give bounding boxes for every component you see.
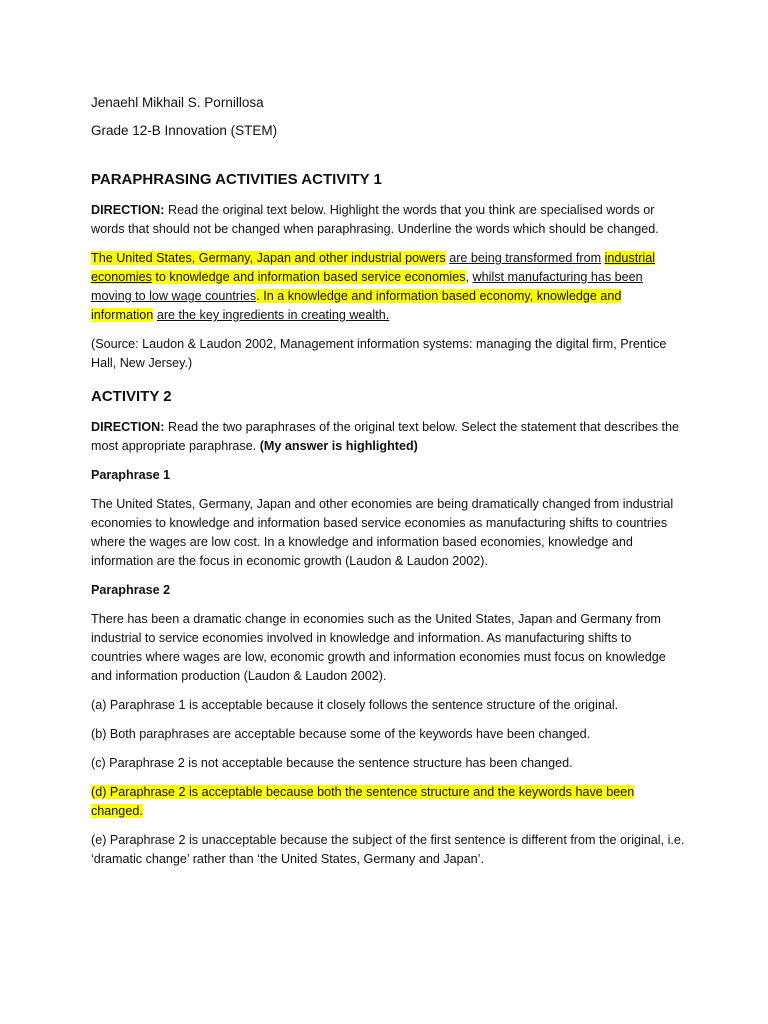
direction-text: Read the two paraphrases of the original text below. Select the statement that describes the most appropriate paraphrase.: [91, 420, 680, 453]
highlighted-underlined-segment: industrial economies: [91, 251, 655, 284]
option-c: (c) Paraphrase 2 is not acceptable because the sentence structure has been changed.: [91, 756, 573, 770]
selected-answer-highlight: (d) Paraphrase 2 is acceptable because both the sentence structure and the keywords have been changed.: [91, 785, 635, 818]
direction-label: DIRECTION:: [91, 420, 165, 434]
student-name: Jenaehl Mikhail S. Pornillosa: [91, 95, 264, 110]
paraphrase2-title: Paraphrase 2: [91, 583, 171, 597]
direction-label: DIRECTION:: [91, 203, 165, 217]
option-d-selected: [91, 783, 685, 821]
document-content: [91, 93, 685, 879]
source-citation: (Source: Laudon & Laudon 2002, Management information systems: managing the digital firm, Prentice Hall, New Jersey.): [91, 337, 667, 370]
option-b: (b) Both paraphrases are acceptable because some of the keywords have been changed.: [91, 727, 591, 741]
activity1-direction: [91, 201, 685, 239]
activity1-title: PARAPHRASING ACTIVITIES ACTIVITY 1: [91, 171, 382, 188]
underlined-segment: whilst manufacturing has been moving to low wage countries: [91, 270, 643, 303]
activity2-direction: [91, 418, 685, 456]
original-text: [91, 249, 685, 325]
student-grade: Grade 12-B Innovation (STEM): [91, 123, 278, 138]
direction-text: Read the original text below. Highlight the words that you think are specialised words or words that should not be changed when paraphrasing. Underline the words which should be changed.: [91, 203, 659, 236]
underlined-segment: are the key ingredients in creating wealth.: [156, 308, 390, 322]
plain-segment: ,: [465, 270, 473, 284]
direction-note: (My answer is highlighted): [259, 439, 418, 453]
underlined-segment: are being transformed from: [449, 251, 602, 265]
option-e: (e) Paraphrase 2 is unacceptable because the subject of the first sentence is different from the original, i.e. ‘dramatic change’ rather than ‘the United States, Germany and Japan’.: [91, 833, 685, 866]
option-a: (a) Paraphrase 1 is acceptable because it closely follows the sentence structure of the original.: [91, 698, 619, 712]
paraphrase1-text: The United States, Germany, Japan and other economies are being dramatically changed from industrial economies to knowledge and information based service economies as manufacturing shifts to countries where the wages are low cost. In a knowledge and information based economies, knowledge and information are the focus in economic growth (Laudon & Laudon 2002).: [91, 497, 674, 568]
highlighted-segment: . In a knowledge and information based economy, knowledge and information: [91, 289, 622, 322]
paraphrase2-text: There has been a dramatic change in economies such as the United States, Japan and Germany from industrial to service economies involved in knowledge and information. As manufacturing shifts to countries where wages are low, economic growth and information economies must focus on knowledge and information production (Laudon & Laudon 2002).: [91, 612, 666, 683]
highlighted-segment: to knowledge and information based service economies: [151, 270, 466, 284]
highlighted-segment: The United States, Germany, Japan and other industrial powers: [91, 251, 446, 265]
activity2-title: ACTIVITY 2: [91, 388, 172, 405]
paraphrase1-title: Paraphrase 1: [91, 468, 171, 482]
